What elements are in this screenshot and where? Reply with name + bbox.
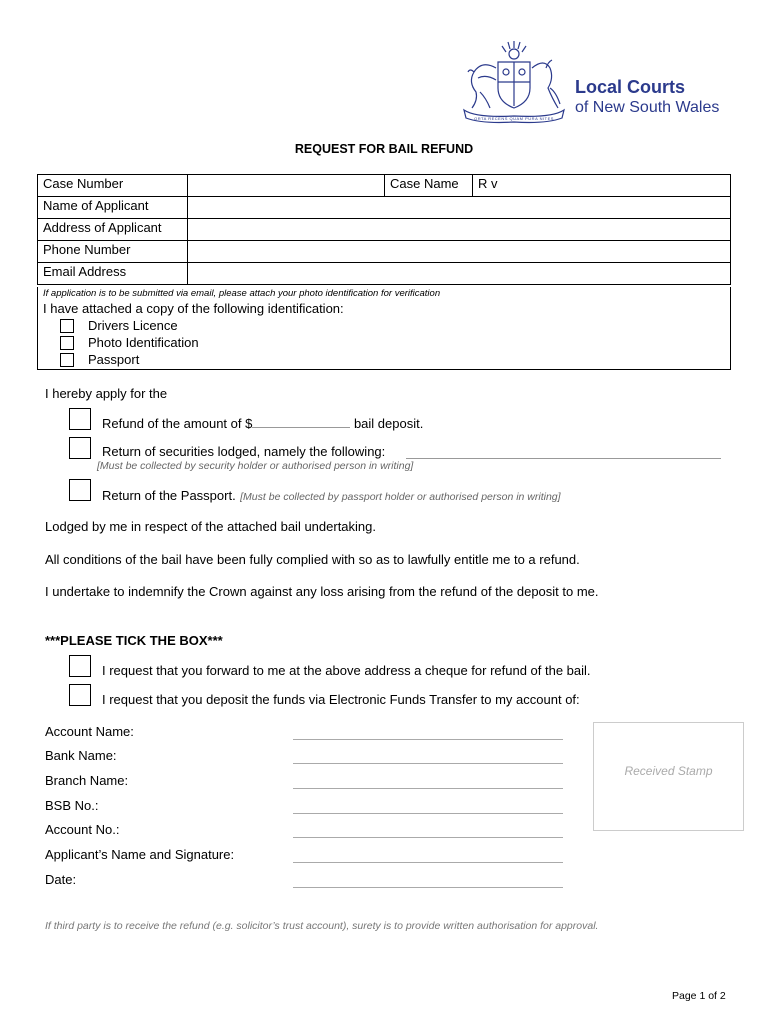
applicant-name-label: Name of Applicant: [38, 197, 188, 219]
svg-text:ORTA RECENS QUAM PURA NITES: ORTA RECENS QUAM PURA NITES: [474, 116, 554, 121]
phone-number-field[interactable]: [188, 241, 731, 263]
passport-label: Passport: [88, 352, 140, 367]
account-name-field[interactable]: [293, 739, 563, 740]
applicant-address-label: Address of Applicant: [38, 219, 188, 241]
photo-id-checkbox[interactable]: [60, 336, 74, 350]
tick-heading: ***PLEASE TICK THE BOX***: [45, 633, 223, 648]
account-number-field[interactable]: [293, 837, 563, 838]
account-name-label: Account Name:: [45, 724, 134, 739]
passport-note: [Must be collected by passport holder or authorised person in writing]: [240, 491, 561, 503]
account-number-label: Account No.:: [45, 822, 120, 837]
refund-amount-checkbox[interactable]: [69, 408, 91, 430]
applicant-name-field[interactable]: [188, 197, 731, 219]
org-name: Local Courts: [575, 77, 686, 97]
table-row: [38, 219, 731, 241]
eft-label: I request that you deposit the funds via Electronic Funds Transfer to my account of:: [102, 692, 580, 707]
bank-name-field[interactable]: [293, 763, 563, 764]
passport-option[interactable]: [60, 352, 139, 367]
case-name-field[interactable]: R v: [473, 175, 731, 197]
branch-name-label: Branch Name:: [45, 773, 129, 788]
bsb-label: BSB No.:: [45, 798, 99, 813]
return-passport-line: [102, 487, 561, 505]
email-address-field[interactable]: [188, 263, 731, 285]
branch-name-field[interactable]: [293, 788, 563, 789]
applicant-address-field[interactable]: [188, 219, 731, 241]
bank-name-label: Bank Name:: [45, 748, 117, 763]
conditions-statement: All conditions of the bail have been fully complied with so as to lawfully entitle me to a refund.: [45, 552, 580, 567]
drivers-licence-label: Drivers Licence: [88, 318, 178, 333]
indemnify-statement: I undertake to indemnify the Crown against any loss arising from the refund of the deposit to me.: [45, 584, 599, 599]
bsb-field[interactable]: [293, 813, 563, 814]
lodged-statement: Lodged by me in respect of the attached bail undertaking.: [45, 519, 376, 534]
form-title: REQUEST FOR BAIL REFUND: [294, 142, 474, 156]
signature-field[interactable]: [293, 862, 563, 863]
return-passport-label: Return of the Passport.: [102, 488, 236, 503]
org-subname: of New South Wales: [575, 99, 720, 116]
identification-note: If application is to be submitted via email, please attach your photo identification for verification: [43, 288, 441, 299]
page-number: Page 1 of 2: [672, 990, 726, 1002]
drivers-licence-option[interactable]: [60, 318, 178, 333]
refund-amount-field[interactable]: [252, 416, 350, 428]
third-party-footnote: If third party is to receive the refund (e.g. solicitor’s trust account), surety is to provide written authorisation for approval.: [45, 920, 599, 932]
phone-number-label: Phone Number: [38, 241, 188, 263]
return-passport-checkbox[interactable]: [69, 479, 91, 501]
identification-heading: I have attached a copy of the following identification:: [43, 301, 344, 316]
eft-checkbox[interactable]: [69, 684, 91, 706]
passport-checkbox[interactable]: [60, 353, 74, 367]
table-row: [38, 241, 731, 263]
date-label: Date:: [45, 872, 77, 887]
refund-amount-prefix: Refund of the amount of $: [102, 416, 253, 431]
table-row: [38, 175, 731, 197]
table-row: [38, 263, 731, 285]
nsw-coat-of-arms-logo: [456, 38, 572, 124]
applicant-details-table: [37, 174, 731, 285]
signature-label: Applicant’s Name and Signature:: [45, 847, 235, 862]
return-securities-checkbox[interactable]: [69, 437, 91, 459]
cheque-label: I request that you forward to me at the above address a cheque for refund of the bail.: [102, 663, 591, 678]
table-row: [38, 197, 731, 219]
securities-note: [Must be collected by security holder or authorised person in writing]: [97, 460, 414, 472]
apply-intro: I hereby apply for the: [45, 386, 168, 401]
case-name-label: Case Name: [385, 175, 473, 197]
refund-amount-line: [102, 416, 423, 431]
case-number-label: Case Number: [38, 175, 188, 197]
photo-id-label: Photo Identification: [88, 335, 199, 350]
date-field[interactable]: [293, 887, 563, 888]
received-stamp-label: Received Stamp: [624, 764, 713, 778]
return-securities-label: Return of securities lodged, namely the following:: [102, 444, 386, 459]
case-number-field[interactable]: [188, 175, 385, 197]
securities-field[interactable]: [406, 458, 721, 459]
cheque-checkbox[interactable]: [69, 655, 91, 677]
refund-amount-suffix: bail deposit.: [353, 416, 424, 431]
drivers-licence-checkbox[interactable]: [60, 319, 74, 333]
email-address-label: Email Address: [38, 263, 188, 285]
photo-id-option[interactable]: [60, 335, 199, 350]
